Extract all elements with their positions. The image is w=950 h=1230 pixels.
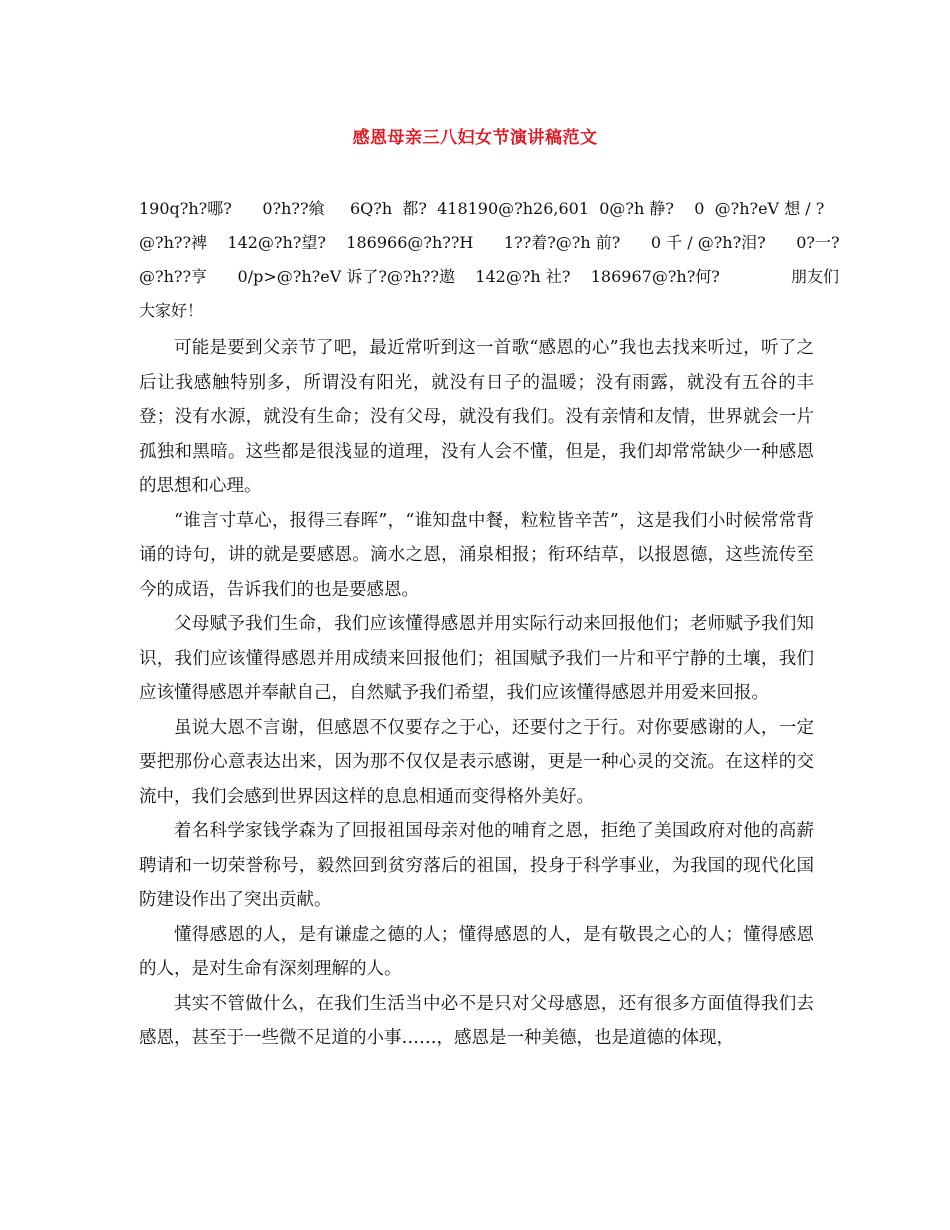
- paragraph: 可能是要到父亲节了吧，最近常听到这一首歌“感恩的心”我也去找来听过，听了之后让我感触特别多，所谓没有阳光，就没有日子的温暖；没有雨露，就没有五谷的丰登；没有水源，就没有生命；没有父母，就没有我们。没有亲情和友情，世界就会一片孤独和黑暗。这些都是很浅显的道理，没有人会不懂，但是，我们却常常缺少一种感恩的思想和心理。: [139, 338, 814, 496]
- paragraph: “谁言寸草心，报得三春晖”，“谁知盘中餐，粒粒皆辛苦”，这是我们小时候常常背诵的诗句，讲的就是要感恩。滴水之恩，涌泉相报；衔环结草，以报恩德，这些流传至今的成语，告诉我们的也是要感恩。: [139, 510, 814, 600]
- document-title: 感恩母亲三八妇女节演讲稿范文: [352, 128, 598, 148]
- greeting-line: 大家好！: [139, 301, 204, 320]
- garbled-line: @?h??亨 0/p>@?h?eV 诉了?@?h??遨 142@?h 社? 186967@?h?何? 朋友们: [139, 267, 840, 286]
- paragraph: 父母赋予我们生命，我们应该懂得感恩并用实际行动来回报他们；老师赋予我们知识，我们应该懂得感恩并用成绩来回报他们；祖国赋予我们一片和平宁静的土壤，我们应该懂得感恩并奉献自己，自然赋予我们希望，我们应该懂得感恩并用爱来回报。: [139, 614, 814, 703]
- garbled-line: 190q?h?哪? 0?h??飨 6Q?h 都? 418190@?h26,601 0@?h 静? 0 @?h?eV 想 / ?: [139, 199, 825, 218]
- garbled-header-text: [139, 192, 840, 328]
- document-body: [139, 331, 814, 1056]
- paragraph: 虽说大恩不言谢，但感恩不仅要存之于心，还要付之于行。对你要感谢的人，一定要把那份心意表达出来，因为那不仅仅是表示感谢，更是一种心灵的交流。在这样的交流中，我们会感到世界因这样的息息相通而变得格外美好。: [139, 717, 814, 807]
- paragraph: 懂得感恩的人，是有谦虚之德的人；懂得感恩的人，是有敬畏之心的人；懂得感恩的人，是对生命有深刻理解的人。: [139, 924, 814, 979]
- paragraph: 其实不管做什么，在我们生活当中必不是只对父母感恩，还有很多方面值得我们去感恩，甚至于一些微不足道的小事……，感恩是一种美德，也是道德的体现，: [139, 993, 814, 1048]
- garbled-line: @?h??裨 142@?h?望? 186966@?h??H 1??着?@?h 前? 0 千 / @?h?泪? 0?一?: [139, 233, 840, 252]
- paragraph: 着名科学家钱学森为了回报祖国母亲对他的哺育之恩，拒绝了美国政府对他的高薪聘请和一切荣誉称号，毅然回到贫穷落后的祖国，投身于科学事业，为我国的现代化国防建设作出了突出贡献。: [139, 821, 814, 910]
